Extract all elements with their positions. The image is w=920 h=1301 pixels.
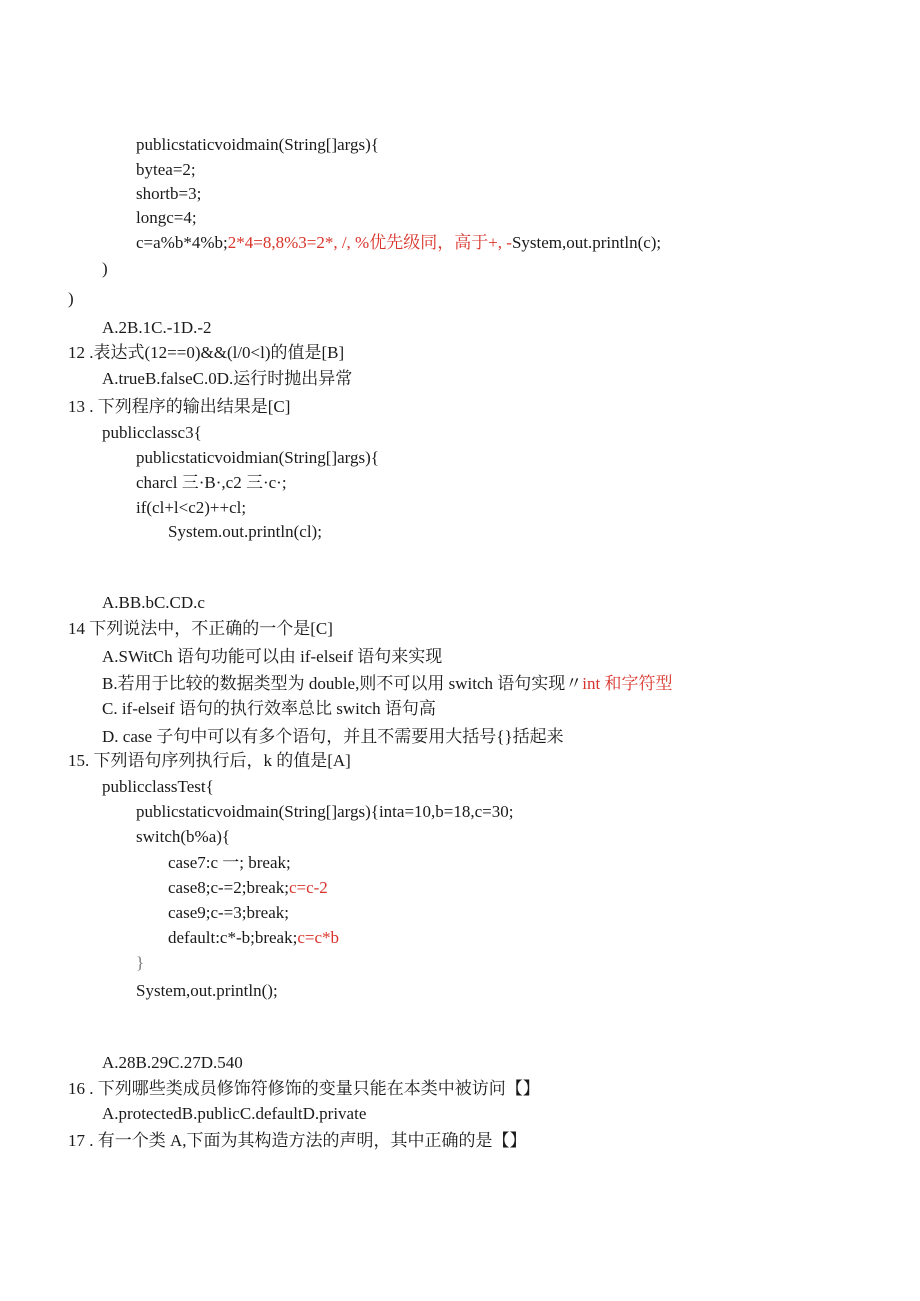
option-b	[102, 672, 672, 696]
handwritten-note: c=c*b	[297, 928, 340, 947]
code-line: publicstaticvoidmain(String[]args){	[136, 135, 379, 154]
answer-options: A.trueB.falseC.0D.运行时抛出异常	[102, 369, 353, 388]
option-text: B.若用于比较的数据类型为 double,则不可以用 switch 语句实现〃	[102, 674, 583, 693]
handwritten-note: c=c-2	[288, 878, 328, 897]
code-text: case8;c-=2;break;	[168, 878, 289, 897]
code-line	[136, 231, 661, 255]
code-line: }	[136, 953, 145, 972]
code-line	[168, 926, 339, 950]
answer-options: A.protectedB.publicC.defaultD.private	[102, 1104, 367, 1123]
answer-options: A.28B.29C.27D.540	[102, 1053, 243, 1072]
code-line: shortb=3;	[136, 184, 202, 203]
code-line: longc=4;	[136, 208, 197, 227]
code-text: default:c*-b;break;	[168, 928, 298, 947]
option-a: A.SWitCh 语句功能可以由 if-elseif 语句来实现	[102, 647, 443, 666]
option-c: C. if-elseif 语句的执行效率总比 switch 语句高	[102, 699, 436, 718]
code-line	[168, 876, 328, 900]
code-line: )	[68, 289, 74, 308]
code-line: switch(b%a){	[136, 827, 231, 846]
question-17: 17 . 有一个类 A,下面为其构造方法的声明，其中正确的是【】	[68, 1131, 527, 1150]
handwritten-note: int 和字符型	[582, 674, 673, 693]
code-line: publicstaticvoidmian(String[]args){	[136, 448, 379, 467]
code-line: )	[102, 259, 108, 278]
code-text: c=a%b*4%b;	[136, 233, 228, 252]
question-14: 14 下列说法中，不正确的一个是[C]	[68, 619, 333, 638]
handwritten-note: 2*4=8,8%3=2*, /, %优先级同，高于+, -	[227, 233, 512, 252]
question-12: 12 .表达式(12==0)&&(l/0<l)的值是[B]	[68, 343, 345, 362]
code-line: publicstaticvoidmain(String[]args){inta=10,b=18,c=30;	[136, 802, 514, 821]
question-13: 13 . 下列程序的输出结果是[C]	[68, 397, 291, 416]
code-line: if(cl+l<c2)++cl;	[136, 498, 247, 517]
code-text: System,out.println(c);	[511, 233, 662, 252]
code-line: System,out.println();	[136, 981, 278, 1000]
code-line: charcl 三·B·,c2 三·c·;	[136, 473, 287, 492]
code-line: System.out.println(cl);	[168, 522, 322, 541]
code-line: publicclassc3{	[102, 423, 202, 442]
question-16: 16 . 下列哪些类成员修饰符修饰的变量只能在本类中被访问【】	[68, 1079, 540, 1098]
code-line: publicclassTest{	[102, 777, 214, 796]
answer-options: A.BB.bC.CD.c	[102, 593, 205, 612]
question-15: 15. 下列语句序列执行后，k 的值是[A]	[68, 751, 351, 770]
code-line: bytea=2;	[136, 160, 196, 179]
code-line: case7:c 一; break;	[168, 853, 291, 872]
option-d: D. case 子句中可以有多个语句，并且不需要用大括号{}括起来	[102, 727, 564, 746]
answer-options: A.2B.1C.-1D.-2	[102, 318, 212, 337]
code-line: case9;c-=3;break;	[168, 903, 289, 922]
